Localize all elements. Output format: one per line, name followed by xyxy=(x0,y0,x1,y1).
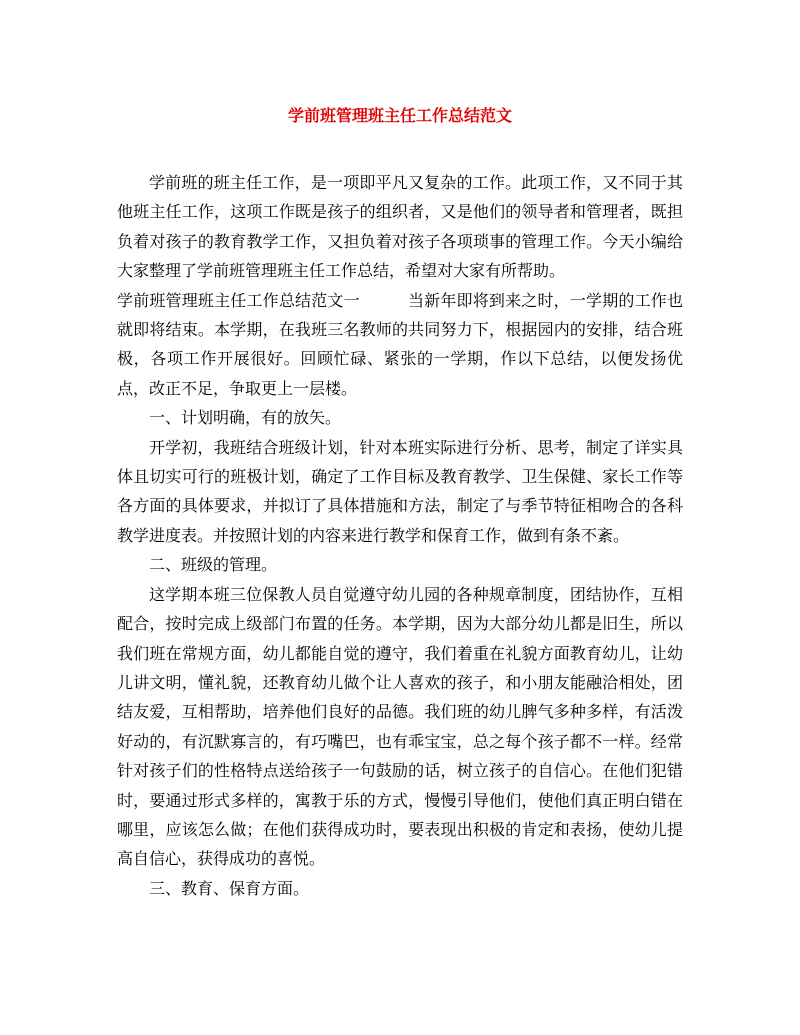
intro-paragraph: 学前班的班主任工作，是一项即平凡又复杂的工作。此项工作，又不同于其他班主任工作，这项工作既是孩子的组织者，又是他们的领导者和管理者，既担负着对孩子的教育教学工作，又担负着对孩子各项琐事的管理工作。今天小编给大家整理了学前班管理班主任工作总结，希望对大家有所帮助。 xyxy=(117,173,683,281)
section-1-heading: 一、计划明确，有的放矢。 xyxy=(149,408,342,428)
section-3-heading: 三、教育、保育方面。 xyxy=(149,878,310,898)
section-1-body: 开学初，我班结合班级计划，针对本班实际进行分析、思考，制定了详实具体且切实可行的班极计划，确定了工作目标及教育教学、卫生保健、家长工作等各方面的具体要求，并拟订了具体措施和方法，制定了与季节特征相吻合的各科教学进度表。并按照计划的内容来进行教学和保育工作，做到有条不紊。 xyxy=(117,437,683,545)
document-body xyxy=(117,168,683,903)
section-2-body: 这学期本班三位保教人员自觉遵守幼儿园的各种规章制度，团结协作，互相配合，按时完成上级部门布置的任务。本学期，因为大部分幼儿都是旧生，所以我们班在常规方面，幼儿都能自觉的遵守，我们着重在礼貌方面教育幼儿，让幼儿讲文明，懂礼貌，还教育幼儿做个让人喜欢的孩子，和小朋友能融洽相处，团结友爱，互相帮助，培养他们良好的品德。我们班的幼儿脾气多种多样，有活泼好动的，有沉默寡言的，有巧嘴巴，也有乖宝宝，总之每个孩子都不一样。经常针对孩子们的性格特点送给孩子一句鼓励的话，树立孩子的自信心。在他们犯错时，要通过形式多样的，寓教于乐的方式，慢慢引导他们，使他们真正明白错在哪里，应该怎么做；在他们获得成功时，要表现出积极的肯定和表扬，使幼儿提高自信心，获得成功的喜悦。 xyxy=(117,584,683,869)
sample-opening: 当新年即将到来之时，一学期的工作也就即将结束。本学期，在我班三名教师的共同努力下，根据园内的安排，结合班极，各项工作开展很好。回顾忙碌、紧张的一学期，作以下总结，以便发扬优点，改正不足，争取更上一层楼。 xyxy=(117,290,683,398)
section-2-heading: 二、班级的管理。 xyxy=(149,555,278,575)
sample-paragraph xyxy=(117,286,683,404)
document-title: 学前班管理班主任工作总结范文 xyxy=(287,106,512,125)
sample-heading: 学前班管理班主任工作总结范文一 xyxy=(117,290,360,310)
